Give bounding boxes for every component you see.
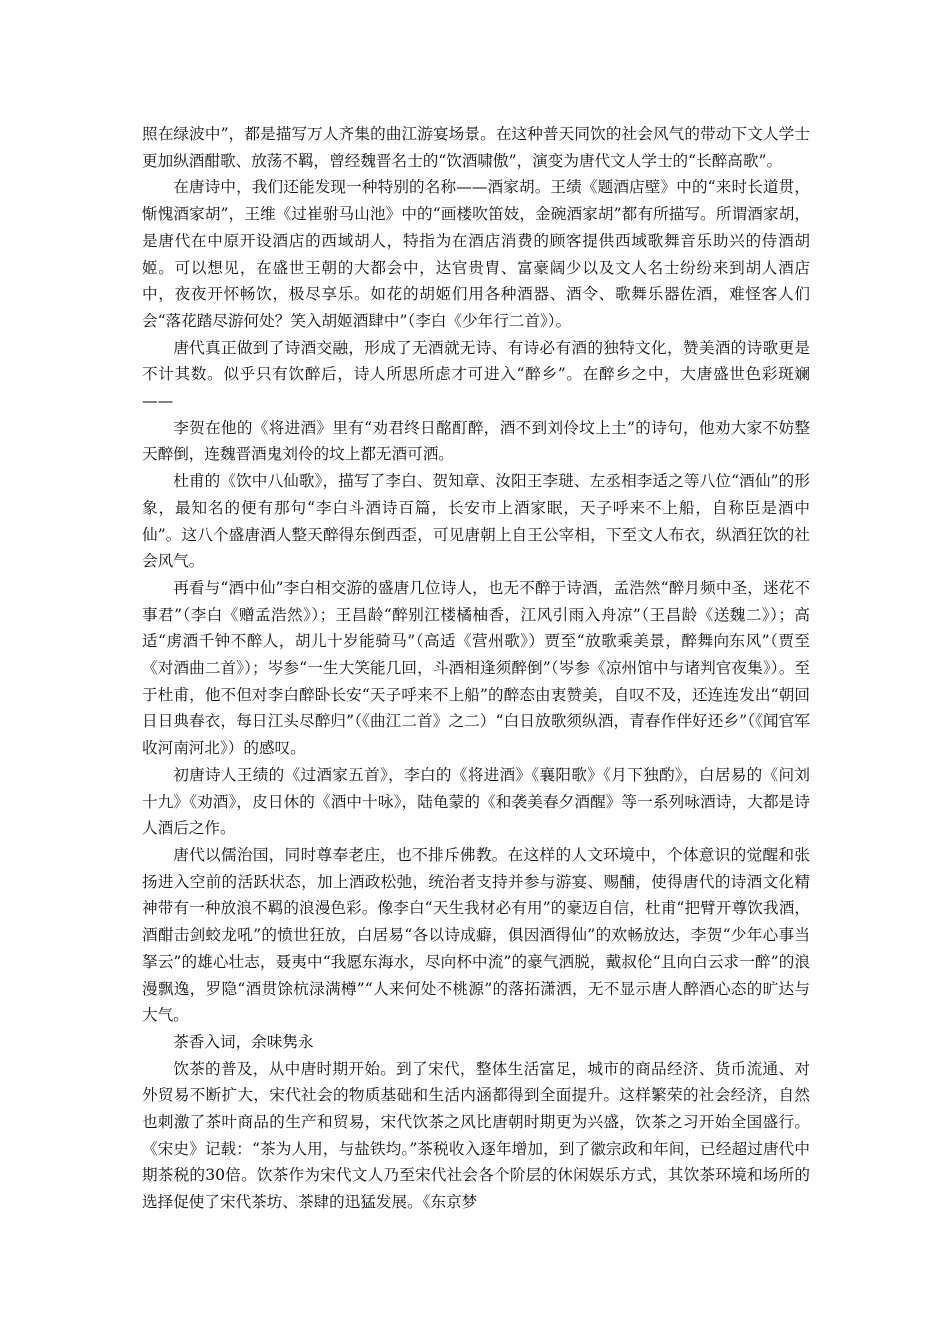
paragraph-3: 唐代真正做到了诗酒交融，形成了无酒就无诗、有诗必有酒的独特文化，赞美酒的诗歌更是不计其数。似乎只有饮醉后，诗人所思所虑才可进入“醉乡”。在醉乡之中，大唐盛世色彩斑斓—— <box>142 338 810 411</box>
paragraph-2: 在唐诗中，我们还能发现一种特别的名称——酒家胡。王绩《题酒店壁》中的“来时长道贯，惭愧酒家胡”，王维《过崔驸马山池》中的“画楼吹笛妓，金碗酒家胡”都有所描写。所谓酒家胡，是唐代在中原开设酒店的西域胡人，特指为在酒店消费的顾客提供西域歌舞音乐助兴的侍酒胡姬。可以想见，在盛世王朝的大都会中，达官贵胄、富豪阔少以及文人名士纷纷来到胡人酒店中，夜夜开怀畅饮，极尽享乐。如花的胡姬们用各种酒器、酒令、歌舞乐器佐酒，难怪客人们会“落花踏尽游何处？笑入胡姬酒肆中”（李白《少年行二首》）。 <box>142 178 810 330</box>
paragraph-5: 杜甫的《饮中八仙歌》，描写了李白、贺知章、汝阳王李琎、左丞相李适之等八位“酒仙”的形象，最知名的便有那句“李白斗酒诗百篇，长安市上酒家眠，天子呼来不上船，自称臣是酒中仙”。这八个盛唐酒人整天醉得东倒西歪，可见唐朝上自王公宰相，下至文人布衣，纵酒狂饮的社会风气。 <box>142 472 810 571</box>
section-heading: 茶香入词，余味隽永 <box>173 1032 314 1051</box>
paragraph-9: 饮茶的普及，从中唐时期开始。到了宋代，整体生活富足，城市的商品经济、货币流通、对外贸易不断扩大，宋代社会的物质基础和生活内涵都得到全面提升。这样繁荣的社会经济，自然也刺激了茶叶商品的生产和贸易，宋代饮茶之风比唐朝时期更为兴盛，饮茶之习开始全国盛行。《宋史》记载：“茶为人用，与盐铁均。”茶税收入逐年增加，到了徽宗政和年间，已经超过唐代中期茶税的30倍。饮茶作为宋代文人乃至宋代社会各个阶层的休闲娱乐方式，其饮茶环境和场所的选择促使了宋代茶坊、茶肆的迅猛发展。《东京梦 <box>142 1059 810 1212</box>
document-page <box>142 121 810 1216</box>
paragraph-8: 唐代以儒治国，同时尊奉老庄，也不排斥佛教。在这样的人文环境中，个体意识的觉醒和张扬进入空前的活跃状态，加上酒政松弛，统治者支持并参与游宴、赐酺，使得唐代的诗酒文化精神带有一种放浪不羁的浪漫色彩。像李白“天生我材必有用”的豪迈自信，杜甫“把臂开尊饮我酒，酒酣击剑蛟龙吼”的愤世狂放，白居易“各以诗成癖，俱因酒得仙”的欢畅放达，李贺“少年心事当拏云”的雄心壮志，聂夷中“我愿东海水，尽向杯中流”的豪气洒脱，戴叔伦“且向白云求一醉”的浪漫飘逸，罗隐“酒贯馀杭渌满樽”“人来何处不桃源”的落拓潇洒，无不显示唐人醉酒心态的旷达与大气。 <box>142 845 810 1025</box>
paragraph-6: 再看与“酒中仙”李白相交游的盛唐几位诗人，也无不醉于诗酒，孟浩然“醉月频中圣，迷花不事君”（李白《赠孟浩然》）；王昌龄“醉别江楼橘柚香，江风引雨入舟凉”（王昌龄《送魏二》）；高适“虏酒千钟不醉人，胡儿十岁能骑马”（高适《营州歌》）贾至“放歌乘美景，醉舞向东风”（贾至《对酒曲二首》）；岑参“一生大笑能几回，斗酒相逢须醉倒”（岑参《凉州馆中与诸判官夜集》）。至于杜甫，他不但对李白醉卧长安“天子呼来不上船”的醉态由衷赞美，自叹不及，还连连发出“朝回日日典春衣，每日江头尽醉归”（《曲江二首》之二）“白日放歌须纵酒，青春作伴好还乡”（《闻官军收河南河北》）的感叹。 <box>142 578 810 758</box>
paragraph-7: 初唐诗人王绩的《过酒家五首》，李白的《将进酒》《襄阳歌》《月下独酌》，白居易的《问刘十九》《劝酒》，皮日休的《酒中十咏》，陆龟蒙的《和袭美春夕酒醒》等一系列咏酒诗，大都是诗人酒后之作。 <box>142 765 810 838</box>
paragraph-1: 照在绿波中”，都是描写万人齐集的曲江游宴场景。在这种普天同饮的社会风气的带动下文人学士更加纵酒酣歌、放荡不羁，曾经魏晋名士的“饮酒啸傲”，演变为唐代文人学士的“长醉高歌”。 <box>142 125 810 170</box>
paragraph-4: 李贺在他的《将进酒》里有“劝君终日酩酊醉，酒不到刘伶坟上土”的诗句，他劝大家不妨整天醉倒，连魏晋酒鬼刘伶的坟上都无酒可洒。 <box>142 418 810 464</box>
